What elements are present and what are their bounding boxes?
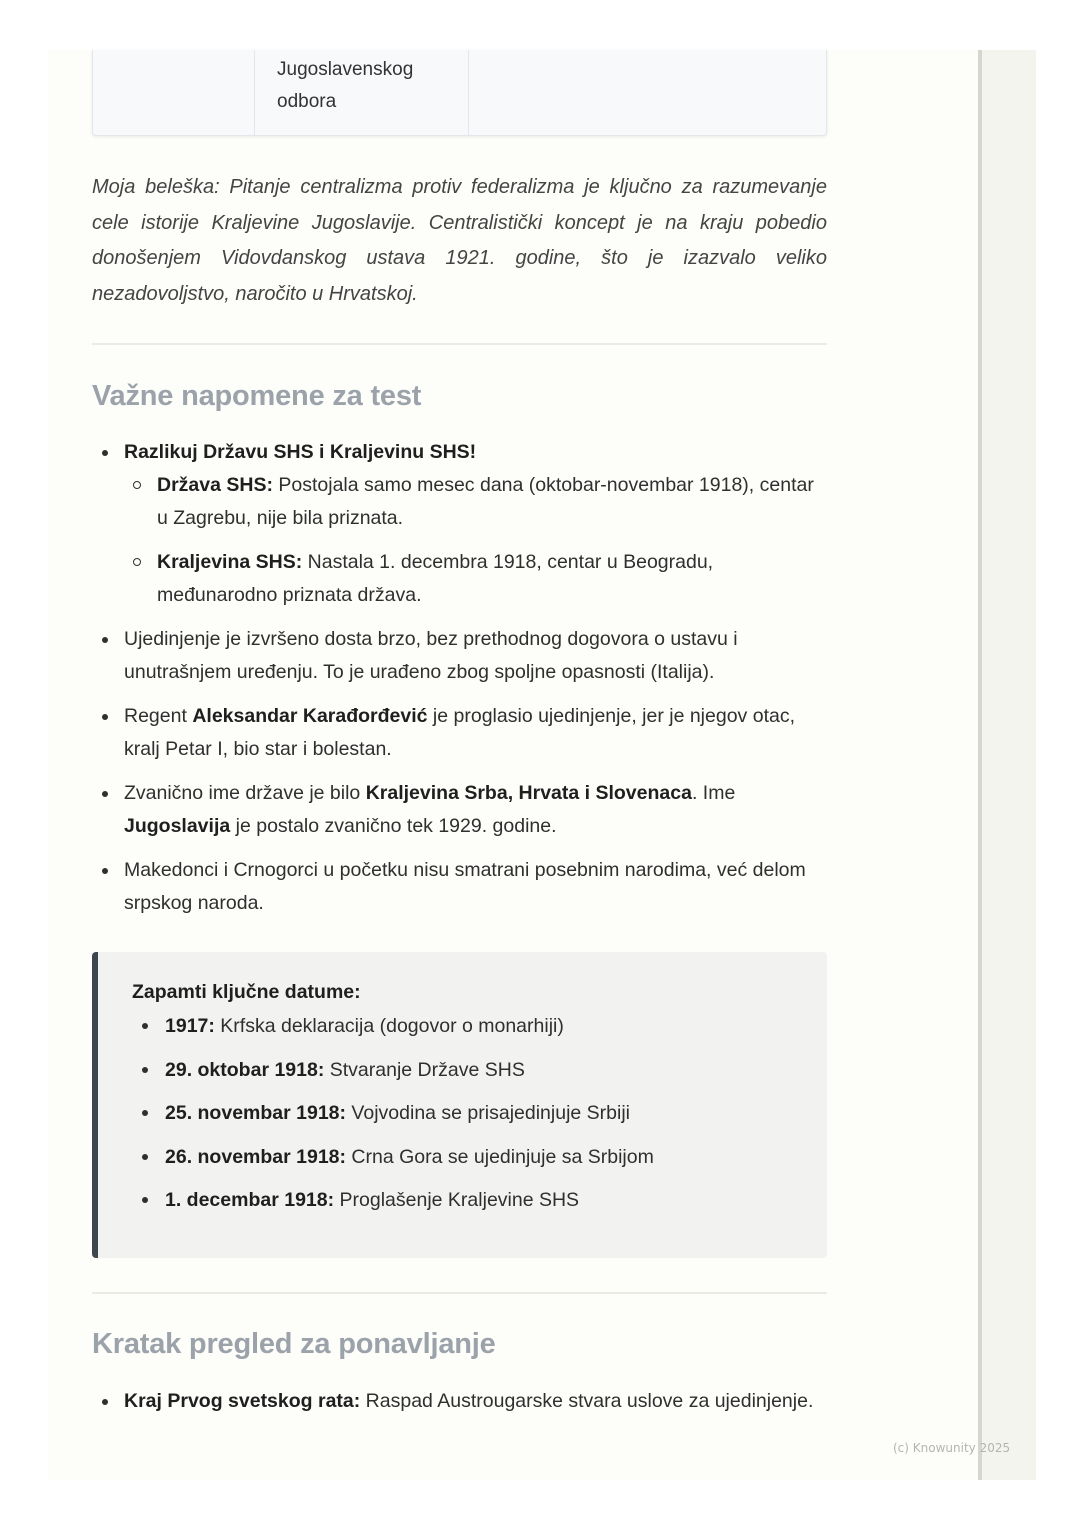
section-heading: Važne napomene za test	[92, 380, 422, 412]
list-item-bold: Jugoslavija	[124, 815, 231, 837]
list-item	[92, 700, 827, 766]
sub-item-text: Nastala 1. decembra 1918, centar u Beogradu, međunarodno priznata država.	[157, 551, 714, 606]
sub-list-item	[124, 469, 827, 535]
date-item	[132, 1097, 827, 1129]
list-item-bold: Kraj Prvog svetskog rata:	[124, 1390, 361, 1412]
divider	[92, 1292, 827, 1294]
table-cell-empty	[469, 50, 826, 135]
date-text: Stvaranje Države SHS	[324, 1058, 525, 1081]
date-label: 25. novembar 1918:	[165, 1102, 347, 1125]
list-item-text: . Ime	[691, 782, 736, 804]
date-item	[132, 1010, 827, 1042]
list-item-text: Makedonci i Crnogorci u početku nisu smatrani posebnim narodima, već delom srpskog naroda.	[124, 859, 806, 914]
list-item-text: je postalo zvanično tek 1929. godine.	[230, 815, 557, 837]
date-item	[132, 1184, 827, 1216]
sub-item-text: Postojala samo mesec dana (oktobar-novembar 1918), centar u Zagrebu, nije bila priznata.	[157, 474, 814, 529]
sub-item-term: Kraljevina SHS:	[157, 551, 303, 573]
table-cell	[255, 50, 469, 135]
personal-note: Moja beleška: Pitanje centralizma protiv federalizma je ključno za razumevanje cele istorije Kraljevine Jugoslavije. Centralistički koncept je na kraju pobedio donošenjem Vidovdanskog ustava 1921. godine, što je izazvalo veliko nezadovoljstvo, naročito u Hrvatskoj.	[92, 176, 827, 305]
date-label: 29. oktobar 1918:	[165, 1058, 325, 1081]
notes-list	[92, 436, 827, 931]
date-label: 1. decembar 1918:	[165, 1189, 335, 1212]
date-text: Vojvodina se prisajedinjuje Srbiji	[346, 1102, 631, 1125]
list-item	[92, 1385, 827, 1418]
sub-list	[124, 469, 827, 612]
list-item-text: je proglasio ujedinjenje, jer je njegov otac, kralj Petar I, bio star i bolestan.	[124, 705, 795, 760]
list-item-bold: Razlikuj Državu SHS i Kraljevinu SHS!	[124, 441, 477, 463]
date-text: Krfska deklaracija (dogovor o monarhiji)	[214, 1015, 564, 1037]
date-label: 26. novembar 1918:	[165, 1145, 347, 1168]
right-margin-panel	[978, 50, 1036, 1480]
table-cell-line: Jugoslavenskog	[277, 59, 414, 80]
list-item-text: Raspad Austrougarske stvara uslove za ujedinjenje.	[360, 1390, 814, 1412]
list-item-text: Ujedinjenje je izvršeno dosta brzo, bez prethodnog dogovora o ustavu i unutrašnjem uređenju. To je urađeno zbog spoljne opasnosti (Italija).	[124, 628, 738, 683]
copyright-footer: (c) Knowunity 2025	[893, 1441, 1011, 1455]
date-text: Proglašenje Kraljevine SHS	[334, 1189, 580, 1212]
key-dates-list	[132, 1010, 827, 1216]
list-item-text: Regent	[124, 705, 193, 727]
date-text: Crna Gora se ujedinjuje sa Srbijom	[346, 1145, 654, 1168]
list-item	[92, 777, 827, 843]
callout-title: Zapamti ključne datume:	[132, 981, 361, 1003]
date-label: 1917:	[165, 1015, 215, 1037]
date-item	[132, 1141, 827, 1173]
sub-item-term: Država SHS:	[157, 474, 273, 496]
list-item-bold: Aleksandar Karađorđević	[192, 705, 428, 727]
table-cell-empty	[93, 50, 255, 135]
sub-list-item	[124, 546, 827, 612]
table-cell-line: odbora	[277, 91, 337, 112]
section-heading: Kratak pregled za ponavljanje	[92, 1328, 496, 1360]
list-item	[92, 623, 827, 689]
list-item	[92, 436, 827, 612]
list-item	[92, 854, 827, 920]
key-dates-callout	[92, 952, 827, 1258]
date-item	[132, 1054, 827, 1086]
review-list	[92, 1385, 827, 1429]
table-fragment	[92, 50, 827, 136]
list-item-bold: Kraljevina Srba, Hrvata i Slovenaca	[365, 782, 692, 804]
list-item-text: Zvanično ime države je bilo	[124, 782, 366, 804]
divider	[92, 343, 827, 345]
